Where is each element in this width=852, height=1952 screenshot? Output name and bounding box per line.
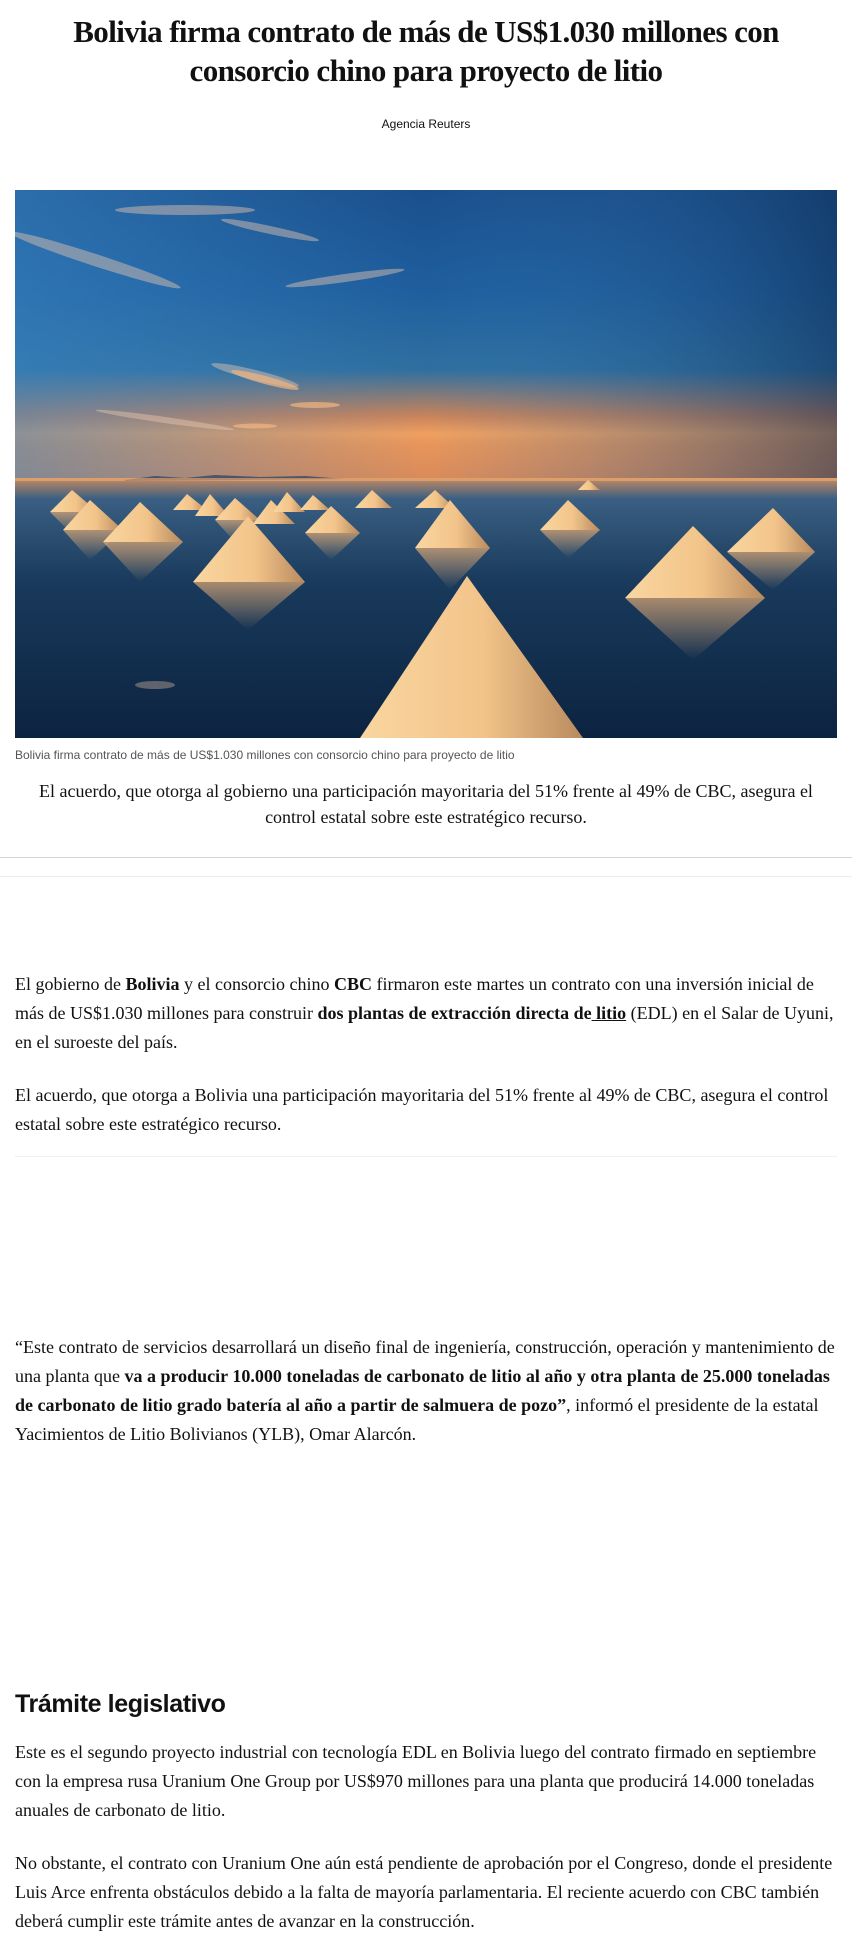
section-subhead: Trámite legislativo [15,1690,226,1718]
body-paragraph-4: Este es el segundo proyecto industrial con tecnología EDL en Bolivia luego del contrato firmado en septiembre con la empresa rusa Uranium One Group por US$970 millones para una planta que producirá 14.000 toneladas anuales de carbonato de litio. [15,1742,817,1820]
paragraph-text: firmaron este martes un contrato con una inversión inicial de más de US$1.030 millones para construir [15,974,814,1023]
image-caption: Bolivia firma contrato de más de US$1.030 millones con consorcio chino para proyecto de litio [15,748,515,762]
article-byline: Agencia Reuters [381,117,471,131]
body-paragraph-1 [15,970,837,1057]
paragraph-text: El gobierno de [15,974,126,994]
paragraph-bold-text: dos plantas de extracción directa de [317,1003,592,1023]
body-paragraph-3 [15,1333,837,1449]
paragraph-bold-text: CBC [333,974,372,994]
section-divider [15,1156,837,1157]
body-paragraph-5: No obstante, el contrato con Uranium One aún está pendiente de aprobación por el Congreso, donde el presidente Luis Arce enfrenta obstáculos debido a la falta de mayoría parlamentaria. El reciente acuerdo con CBC también deberá cumplir este trámite antes de avanzar en la construcción. [15,1853,833,1931]
body-paragraph-2: El acuerdo, que otorga a Bolivia una participación mayoritaria del 51% frente al 49% de CBC, asegura el control estatal sobre este estratégico recurso. [15,1085,829,1134]
paragraph-text: , informó el presidente de la estatal Yacimientos de Litio Bolivianos (YLB), Omar Alarcón. [15,1395,819,1444]
section-divider [0,857,852,858]
paragraph-bold-text: Bolivia [125,974,180,994]
section-divider [0,876,852,877]
hero-image [15,190,837,738]
paragraph-text: y el consorcio chino [179,974,334,994]
article-lede: El acuerdo, que otorga al gobierno una participación mayoritaria del 51% frente al 49% de CBC, asegura el control estatal sobre este estratégico recurso. [39,781,813,827]
paragraph-text: “Este contrato de servicios desarrollará un diseño final de ingeniería, construcción, operación y mantenimiento de una planta que [15,1337,835,1386]
paragraph-bold-text: va a producir 10.000 toneladas de carbonato de litio al año y otra planta de 25.000 toneladas de carbonato de litio grado batería al año a partir de salmuera de pozo” [15,1366,830,1415]
article-headline: Bolivia firma contrato de más de US$1.030 millones con consorcio chino para proyecto de litio [73,14,779,88]
litio-link[interactable]: litio [591,1003,627,1023]
paragraph-text: (EDL) en el Salar de Uyuni, en el suroeste del país. [15,1003,834,1052]
